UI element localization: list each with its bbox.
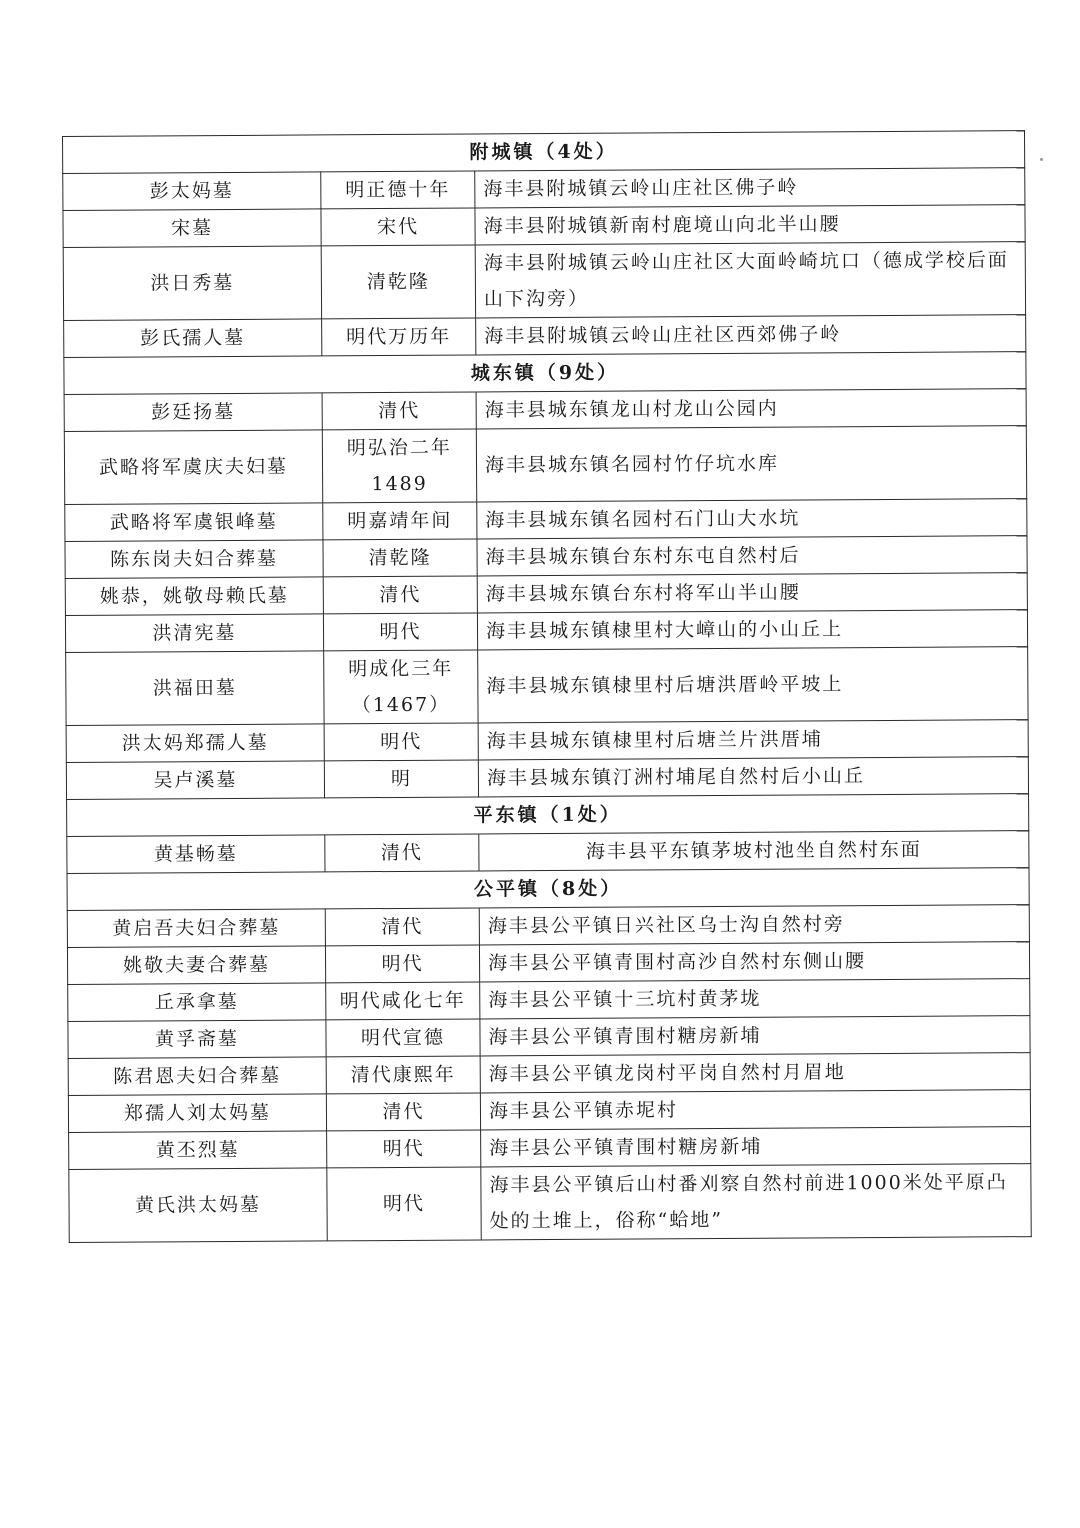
cell-period: 清代 [323, 576, 477, 614]
cell-name: 武略将军虞银峰墓 [65, 503, 323, 542]
cell-period: 清代 [325, 908, 479, 946]
table-row [68, 1090, 1030, 1133]
table-row [65, 499, 1027, 542]
cell-period: 清乾隆 [321, 245, 475, 319]
cell-location: 海丰县附城镇新南村鹿境山向北半山腰 [475, 205, 1025, 245]
cell-period: 明代 [327, 1167, 481, 1241]
table-row [65, 573, 1027, 616]
cell-name: 宋墓 [63, 209, 321, 248]
section-title: 城东镇（9处） [64, 352, 1026, 395]
cell-name: 黄氏洪太妈墓 [69, 1168, 327, 1243]
cell-period: 清代 [325, 834, 479, 872]
cell-location: 海丰县城东镇汀洲村埔尾自然村后小山丘 [478, 757, 1028, 797]
cell-location: 海丰县公平镇赤坭村 [480, 1090, 1030, 1130]
table-row [63, 205, 1025, 248]
cell-location: 海丰县城东镇棣里村后塘洪厝岭平坡上 [478, 647, 1028, 723]
cell-name: 彭廷扬墓 [64, 393, 322, 432]
table-row [64, 426, 1026, 505]
table-row [66, 647, 1028, 726]
cell-location: 海丰县附城镇云岭山庄社区佛子岭 [475, 168, 1025, 208]
cell-location: 海丰县城东镇棣里村后塘兰片洪厝埔 [478, 720, 1028, 760]
cell-period: 清代康熙年 [326, 1056, 480, 1094]
cell-period: 明代万历年 [322, 318, 476, 356]
cell-location: 海丰县附城镇云岭山庄社区西郊佛子岭 [476, 315, 1026, 355]
cell-name: 洪太妈郑孺人墓 [66, 724, 324, 763]
cell-location: 海丰县平东镇茅坡村池坐自然村东面 [479, 831, 1029, 871]
cell-location: 海丰县公平镇后山村番刈察自然村前进1000米处平原凸处的土堆上，俗称“蛤地” [481, 1164, 1031, 1240]
section-header-row [63, 131, 1025, 174]
table-row [68, 979, 1030, 1022]
table-row [66, 720, 1028, 763]
table-row [67, 905, 1029, 948]
cell-name: 洪清宪墓 [65, 614, 323, 653]
cell-name: 武略将军虞庆夫妇墓 [64, 430, 322, 505]
cell-period: 明代 [327, 1130, 481, 1168]
cell-name: 彭太妈墓 [63, 172, 321, 211]
cell-period: 清代 [326, 1093, 480, 1131]
cell-location: 海丰县城东镇名园村石门山大水坑 [477, 499, 1027, 539]
table-row [67, 831, 1029, 874]
cell-name: 黄基畅墓 [67, 835, 325, 874]
cell-period: 明代 [324, 723, 478, 761]
cell-name: 陈君恩夫妇合葬墓 [68, 1057, 326, 1096]
cell-location: 海丰县城东镇台东村东屯自然村后 [477, 536, 1027, 576]
cell-period: 明弘治二年 1489 [322, 429, 476, 503]
table-row [63, 242, 1025, 321]
table-row [65, 536, 1027, 579]
cell-name: 郑孺人刘太妈墓 [68, 1094, 326, 1133]
table-row [67, 942, 1029, 985]
table-row [68, 1016, 1030, 1059]
cell-name: 洪福田墓 [66, 651, 324, 726]
scan-speck [1040, 158, 1043, 161]
cell-name: 吴卢溪墓 [66, 761, 324, 800]
cell-name: 黄启吾夫妇合葬墓 [67, 909, 325, 948]
table-row [63, 168, 1025, 211]
cell-name: 丘承拿墓 [68, 983, 326, 1022]
cell-location: 海丰县公平镇日兴社区乌士沟自然村旁 [479, 905, 1029, 945]
section-header-row [67, 794, 1029, 837]
cell-period: 明正德十年 [321, 171, 475, 209]
cell-period: 清乾隆 [323, 539, 477, 577]
table-row [64, 389, 1026, 432]
table-row [65, 610, 1027, 653]
cell-period: 明代 [325, 945, 479, 983]
cell-period: 明嘉靖年间 [323, 502, 477, 540]
cell-name: 黄孚斋墓 [68, 1020, 326, 1059]
cell-period: 明代咸化七年 [326, 982, 480, 1020]
cell-location: 海丰县公平镇龙岗村平岗自然村月眉地 [480, 1053, 1030, 1093]
cell-location: 海丰县公平镇青围村糖房新埔 [480, 1016, 1030, 1056]
cell-location: 海丰县城东镇台东村将军山半山腰 [477, 573, 1027, 613]
table-row [69, 1127, 1031, 1170]
tomb-list-table [62, 130, 1032, 1243]
cell-location: 海丰县公平镇青围村高沙自然村东侧山腰 [479, 942, 1029, 982]
cell-location: 海丰县公平镇十三坑村黄茅垅 [480, 979, 1030, 1019]
cell-period: 宋代 [321, 208, 475, 246]
cell-location: 海丰县公平镇青围村糖房新埔 [481, 1127, 1031, 1167]
cell-location: 海丰县城东镇龙山村龙山公园内 [476, 389, 1026, 429]
cell-name: 彭氏孺人墓 [64, 319, 322, 358]
cell-name: 姚恭，姚敬母赖氏墓 [65, 577, 323, 616]
section-title: 公平镇（8处） [67, 868, 1029, 911]
cell-period: 明代宣德 [326, 1019, 480, 1057]
section-header-row [64, 352, 1026, 395]
table-row [66, 757, 1028, 800]
cell-location: 海丰县城东镇名园村竹仔坑水库 [476, 426, 1026, 502]
cell-location: 海丰县附城镇云岭山庄社区大面岭崎坑口（德成学校后面山下沟旁） [475, 242, 1025, 318]
cell-period: 清代 [322, 392, 476, 430]
cell-name: 姚敬夫妻合葬墓 [67, 946, 325, 985]
table-row [68, 1053, 1030, 1096]
section-title: 平东镇（1处） [67, 794, 1029, 837]
table-row [64, 315, 1026, 358]
section-header-row [67, 868, 1029, 911]
cell-period: 明 [324, 760, 478, 798]
table-body [63, 131, 1032, 1243]
section-title: 附城镇（4处） [63, 131, 1025, 174]
cell-name: 陈东岗夫妇合葬墓 [65, 540, 323, 579]
table-row [69, 1164, 1031, 1243]
cell-location: 海丰县城东镇棣里村大嶂山的小山丘上 [477, 610, 1027, 650]
cell-period: 明代 [323, 613, 477, 651]
cell-period: 明成化三年 （1467） [324, 650, 478, 724]
cell-name: 洪日秀墓 [63, 246, 321, 321]
cell-name: 黄丕烈墓 [69, 1131, 327, 1170]
